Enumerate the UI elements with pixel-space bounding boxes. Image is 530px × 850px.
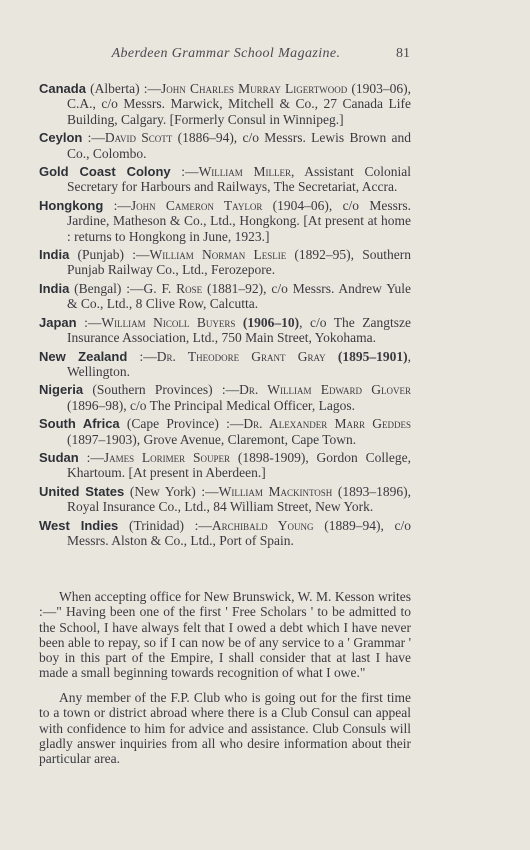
entry-years: (1906–10): [235, 314, 300, 330]
entry-separator: :—: [127, 348, 157, 364]
consul-entry: [39, 518, 411, 549]
entry-country: India: [39, 247, 70, 263]
entry-country: South Africa: [39, 416, 120, 432]
entry-years: (1895–1901): [325, 348, 408, 364]
consul-entry: [39, 81, 411, 127]
consul-entry: [39, 382, 411, 413]
entry-details: (1889–94), c/o Messrs. Alston & Co., Ltd., Port of Spain.: [67, 517, 411, 548]
entry-country: Nigeria: [39, 382, 84, 398]
consul-entry: [39, 484, 411, 515]
entry-details: (1892–95), Southern Punjab Railway Co., Ltd., Ferozepore.: [67, 247, 411, 278]
club-consuls-paragraph: Any member of the F.P. Club who is going out for the first time to a town or district abroad where there is a Club Consul can appeal with confidence to him for advice and assistance. Club Consuls will gladly answer inquiries from all who desire information about their particular area.: [39, 690, 411, 767]
entry-name: William Nicoll Buyers: [101, 314, 236, 330]
entry-separator: :—: [82, 130, 105, 146]
entry-name: James Lorimer Souper: [103, 449, 231, 465]
entry-country: Ceylon: [39, 130, 83, 146]
entry-name: William Norman Leslie: [149, 247, 287, 263]
entry-details: , Assistant Colonial Secretary for Harbours and Railways, The Secretariat, Accra.: [67, 164, 411, 195]
entry-country: Japan: [39, 314, 77, 330]
consul-entry: [39, 315, 411, 346]
entry-details: , Wellington.: [67, 348, 411, 379]
entry-name: Dr. William Edward Glover: [239, 382, 411, 398]
entry-name: William Mackintosh: [218, 483, 333, 499]
entry-separator: :—: [212, 382, 240, 398]
entry-details: (1886–94), c/o Messrs. Lewis Brown and Co., Colombo.: [67, 130, 411, 161]
entry-separator: :—: [139, 81, 162, 96]
entry-separator: :—: [124, 247, 150, 263]
entry-name: Dr. Theodore Grant Gray: [156, 348, 326, 364]
entry-region: (Punjab): [69, 247, 125, 263]
consul-entry: [39, 349, 411, 380]
entry-region: (Alberta): [85, 81, 140, 96]
entry-details: (1904–06), c/o Messrs. Jardine, Matheson & Co., Ltd., Hongkong. [At present at home : returns to Hongkong in June, 1923.]: [67, 197, 411, 244]
entry-details: , c/o The Zangtsze Insurance Association, Ltd., 750 Main Street, Yokohama.: [67, 314, 411, 346]
entry-region: (New York): [124, 483, 196, 499]
entry-name: John Cameron Taylor: [130, 197, 263, 213]
entry-details: (1898-1909), Gordon College, Khartoum. [At present in Aberdeen.]: [67, 449, 411, 481]
entry-separator: :—: [121, 280, 144, 296]
entry-separator: :—: [195, 483, 219, 499]
entry-name: John Charles Murray Ligertwood: [161, 81, 348, 96]
entry-country: United States: [39, 483, 125, 499]
entry-country: New Zealand: [39, 348, 128, 364]
entry-name: G. F. Rose: [143, 280, 203, 296]
entry-name: William Miller: [198, 164, 291, 180]
entry-country: West Indies: [39, 517, 119, 533]
entry-region: (Bengal): [69, 280, 122, 296]
entry-country: Sudan: [39, 449, 79, 465]
entry-region: (Cape Province): [119, 416, 219, 432]
entry-name: Archibald Young: [211, 517, 314, 533]
entry-country: India: [39, 280, 70, 296]
entry-separator: :—: [78, 449, 104, 465]
entry-details: (1896–98), c/o The Principal Medical Officer, Lagos.: [67, 397, 356, 413]
entry-details: (1893–1896), Royal Insurance Co., Ltd., 84 William Street, New York.: [67, 483, 411, 515]
entry-separator: :—: [218, 416, 244, 432]
entry-region: (Trinidad): [118, 517, 184, 533]
consul-entry: [39, 416, 411, 447]
entry-separator: :—: [170, 164, 199, 180]
entry-name: Dr. Alexander Marr Geddes: [243, 416, 411, 432]
entry-separator: :—: [183, 517, 212, 533]
consul-list: [39, 81, 411, 551]
running-header: Aberdeen Grammar School Magazine.: [111, 46, 341, 61]
consul-entry: [39, 198, 411, 244]
consul-entry: [39, 281, 411, 312]
page-number: 81: [396, 46, 410, 61]
kesson-quote-paragraph: When accepting office for New Brunswick, W. M. Kesson writes :—" Having been one of the first ' Free Scholars ' to be admitted to the School, I have always felt that I owed a debt which I have never been able to repay, so if I can now be of any service to a ' Grammar ' boy in this part of the Empire, I shall consider that at last I have made a small beginning towards recognition of what I owe.": [39, 589, 411, 681]
entry-country: Canada: [39, 81, 86, 96]
entry-details: (1897–1903), Grove Avenue, Claremont, Cape Town.: [67, 431, 357, 447]
entry-details: (1881–92), c/o Messrs. Andrew Yule & Co., Ltd., 8 Clive Row, Calcutta.: [67, 280, 411, 312]
entry-separator: :—: [103, 197, 131, 213]
entry-country: Hongkong: [39, 197, 104, 213]
entry-name: David Scott: [104, 130, 173, 146]
consul-entry: [39, 164, 411, 195]
consul-entry: [39, 450, 411, 481]
entry-country: Gold Coast Colony: [39, 164, 171, 180]
entry-region: (Southern Provinces): [83, 382, 213, 398]
entry-separator: :—: [76, 314, 102, 330]
entry-details: (1903–06), C.A., c/o Messrs. Marwick, Mitchell & Co., 27 Canada Life Building, Calgary. [Formerly Consul in Winnipeg.]: [67, 81, 411, 127]
consul-entry: [39, 130, 411, 161]
consul-entry: [39, 247, 411, 278]
